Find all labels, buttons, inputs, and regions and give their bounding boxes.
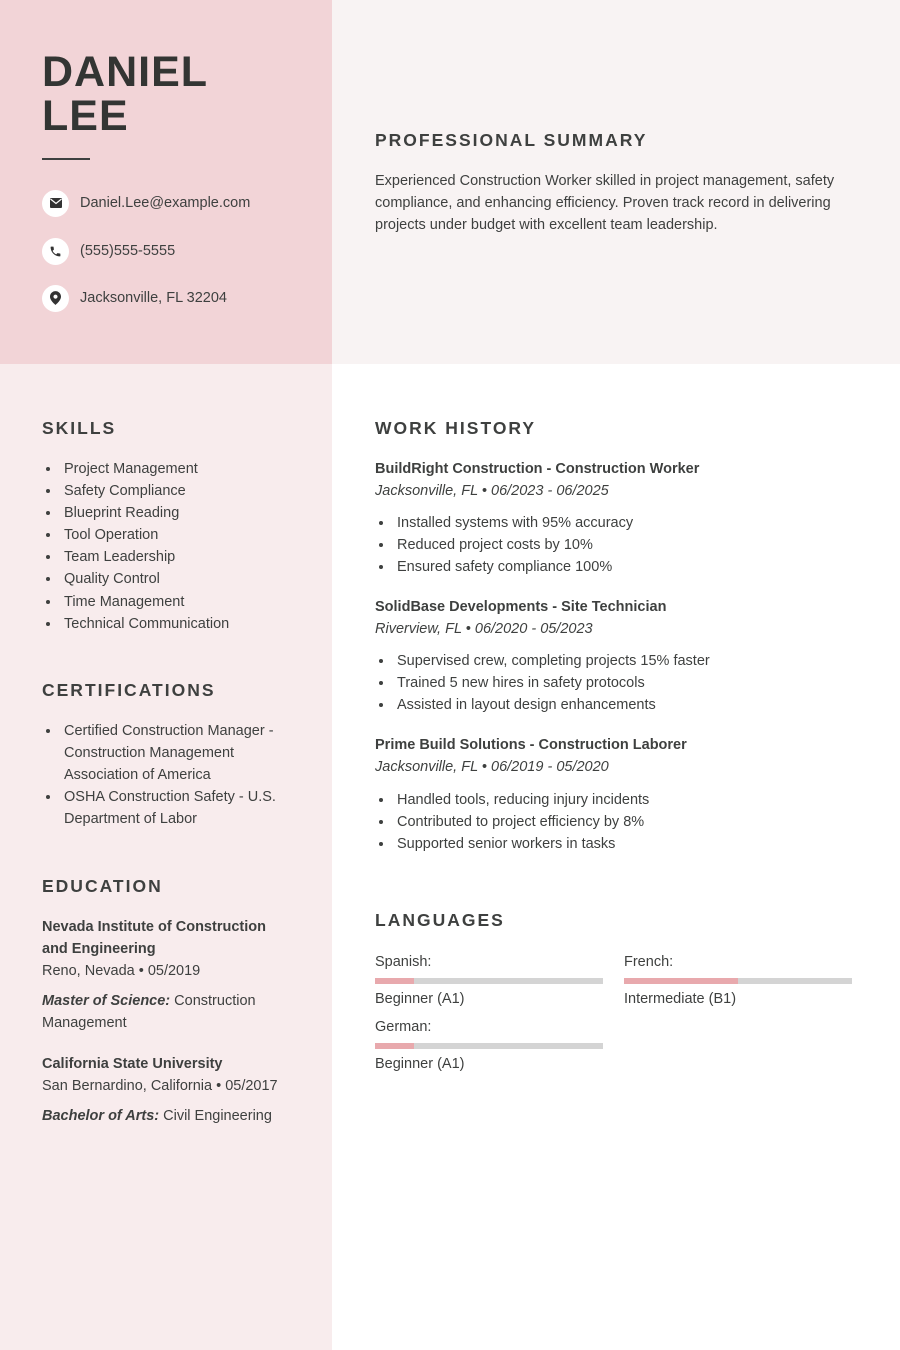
- skills-list: [42, 458, 302, 635]
- job-bullet: Reduced project costs by 10%: [375, 534, 875, 556]
- language-item: [375, 1017, 603, 1074]
- language-level: Intermediate (B1): [624, 991, 737, 1007]
- degree-type: Bachelor of Arts:: [42, 1108, 160, 1124]
- language-name: French:: [624, 954, 674, 970]
- job-meta: Riverview, FL • 06/2020 - 05/2023: [375, 621, 593, 637]
- language-item: [624, 952, 852, 1009]
- job-entry-header: [375, 458, 875, 502]
- job-bullet: Ensured safety compliance 100%: [375, 556, 875, 578]
- location-text: Jacksonville, FL 32204: [80, 290, 227, 306]
- map-pin-icon: [42, 285, 69, 312]
- job-meta: Jacksonville, FL • 06/2023 - 06/2025: [375, 483, 609, 499]
- skill-item: Tool Operation: [42, 524, 302, 546]
- language-level-bar: [375, 1043, 603, 1049]
- skill-item: Team Leadership: [42, 546, 302, 568]
- certifications-heading: CERTIFICATIONS: [42, 680, 216, 700]
- job-bullet: Installed systems with 95% accuracy: [375, 512, 875, 534]
- candidate-name: [42, 50, 312, 138]
- language-level-bar: [375, 978, 603, 984]
- language-name: German:: [375, 1019, 432, 1035]
- job-bullet: Assisted in layout design enhancements: [375, 694, 875, 716]
- job-bullet: Supported senior workers in tasks: [375, 833, 875, 855]
- certification-item: Certified Construction Manager - Construction Management Association of America: [42, 720, 302, 786]
- school-location-date: San Bernardino, California • 05/2017: [42, 1078, 278, 1094]
- skill-item: Technical Communication: [42, 613, 302, 635]
- job-bullet: Contributed to project efficiency by 8%: [375, 811, 875, 833]
- degree-field: Construction Management: [42, 993, 256, 1031]
- certification-item: OSHA Construction Safety - U.S. Department of Labor: [42, 786, 302, 830]
- phone-text: (555)555-5555: [80, 243, 176, 259]
- job-bullet: Handled tools, reducing injury incidents: [375, 789, 875, 811]
- name-divider: [42, 158, 90, 160]
- degree-line: [42, 990, 292, 1034]
- job-entry-header: [375, 596, 875, 640]
- contact-phone[interactable]: [42, 237, 175, 265]
- phone-icon: [42, 238, 69, 265]
- skill-item: Quality Control: [42, 568, 302, 590]
- job-title: SolidBase Developments - Site Technician: [375, 599, 667, 615]
- degree-line: [42, 1105, 302, 1127]
- job-bullets: [375, 650, 875, 716]
- school-name: Nevada Institute of Construction and Engineering: [42, 919, 266, 957]
- email-text: Daniel.Lee@example.com: [80, 195, 251, 211]
- work-history-heading: WORK HISTORY: [375, 418, 537, 438]
- education-entry: [42, 916, 292, 1034]
- language-level-fill: [375, 978, 414, 984]
- name-last: LEE: [42, 92, 129, 140]
- languages-heading: LANGUAGES: [375, 910, 505, 930]
- skills-heading: SKILLS: [42, 418, 117, 438]
- skill-item: Safety Compliance: [42, 480, 302, 502]
- skill-item: Blueprint Reading: [42, 502, 302, 524]
- job-bullet: Supervised crew, completing projects 15% faster: [375, 650, 875, 672]
- education-entry: [42, 1053, 282, 1127]
- language-level-fill: [375, 1043, 414, 1049]
- certifications-list: [42, 720, 302, 830]
- job-bullets: [375, 789, 875, 855]
- skill-item: Project Management: [42, 458, 302, 480]
- degree-type: Master of Science:: [42, 993, 171, 1009]
- envelope-icon: [42, 190, 69, 217]
- job-entry-header: [375, 734, 875, 778]
- contact-email[interactable]: [42, 189, 250, 217]
- skill-item: Time Management: [42, 591, 302, 613]
- job-bullets: [375, 512, 875, 578]
- name-first: DANIEL: [42, 48, 209, 96]
- language-name: Spanish:: [375, 954, 432, 970]
- language-level: Beginner (A1): [375, 991, 465, 1007]
- summary-heading: PROFESSIONAL SUMMARY: [375, 130, 648, 150]
- contact-location: [42, 284, 227, 312]
- job-meta: Jacksonville, FL • 06/2019 - 05/2020: [375, 759, 609, 775]
- job-title: Prime Build Solutions - Construction Laborer: [375, 737, 687, 753]
- language-level-bar: [624, 978, 852, 984]
- degree-field: Civil Engineering: [159, 1108, 272, 1124]
- language-level: Beginner (A1): [375, 1056, 465, 1072]
- job-bullet: Trained 5 new hires in safety protocols: [375, 672, 875, 694]
- education-heading: EDUCATION: [42, 876, 163, 896]
- school-name: California State University: [42, 1056, 223, 1072]
- language-level-fill: [624, 978, 738, 984]
- school-location-date: Reno, Nevada • 05/2019: [42, 963, 201, 979]
- job-title: BuildRight Construction - Construction Worker: [375, 461, 700, 477]
- language-item: [375, 952, 603, 1009]
- summary-text: Experienced Construction Worker skilled in project management, safety compliance, and enhancing efficiency. Proven track record in delivering projects under budget with excellent team leadership.: [375, 173, 835, 233]
